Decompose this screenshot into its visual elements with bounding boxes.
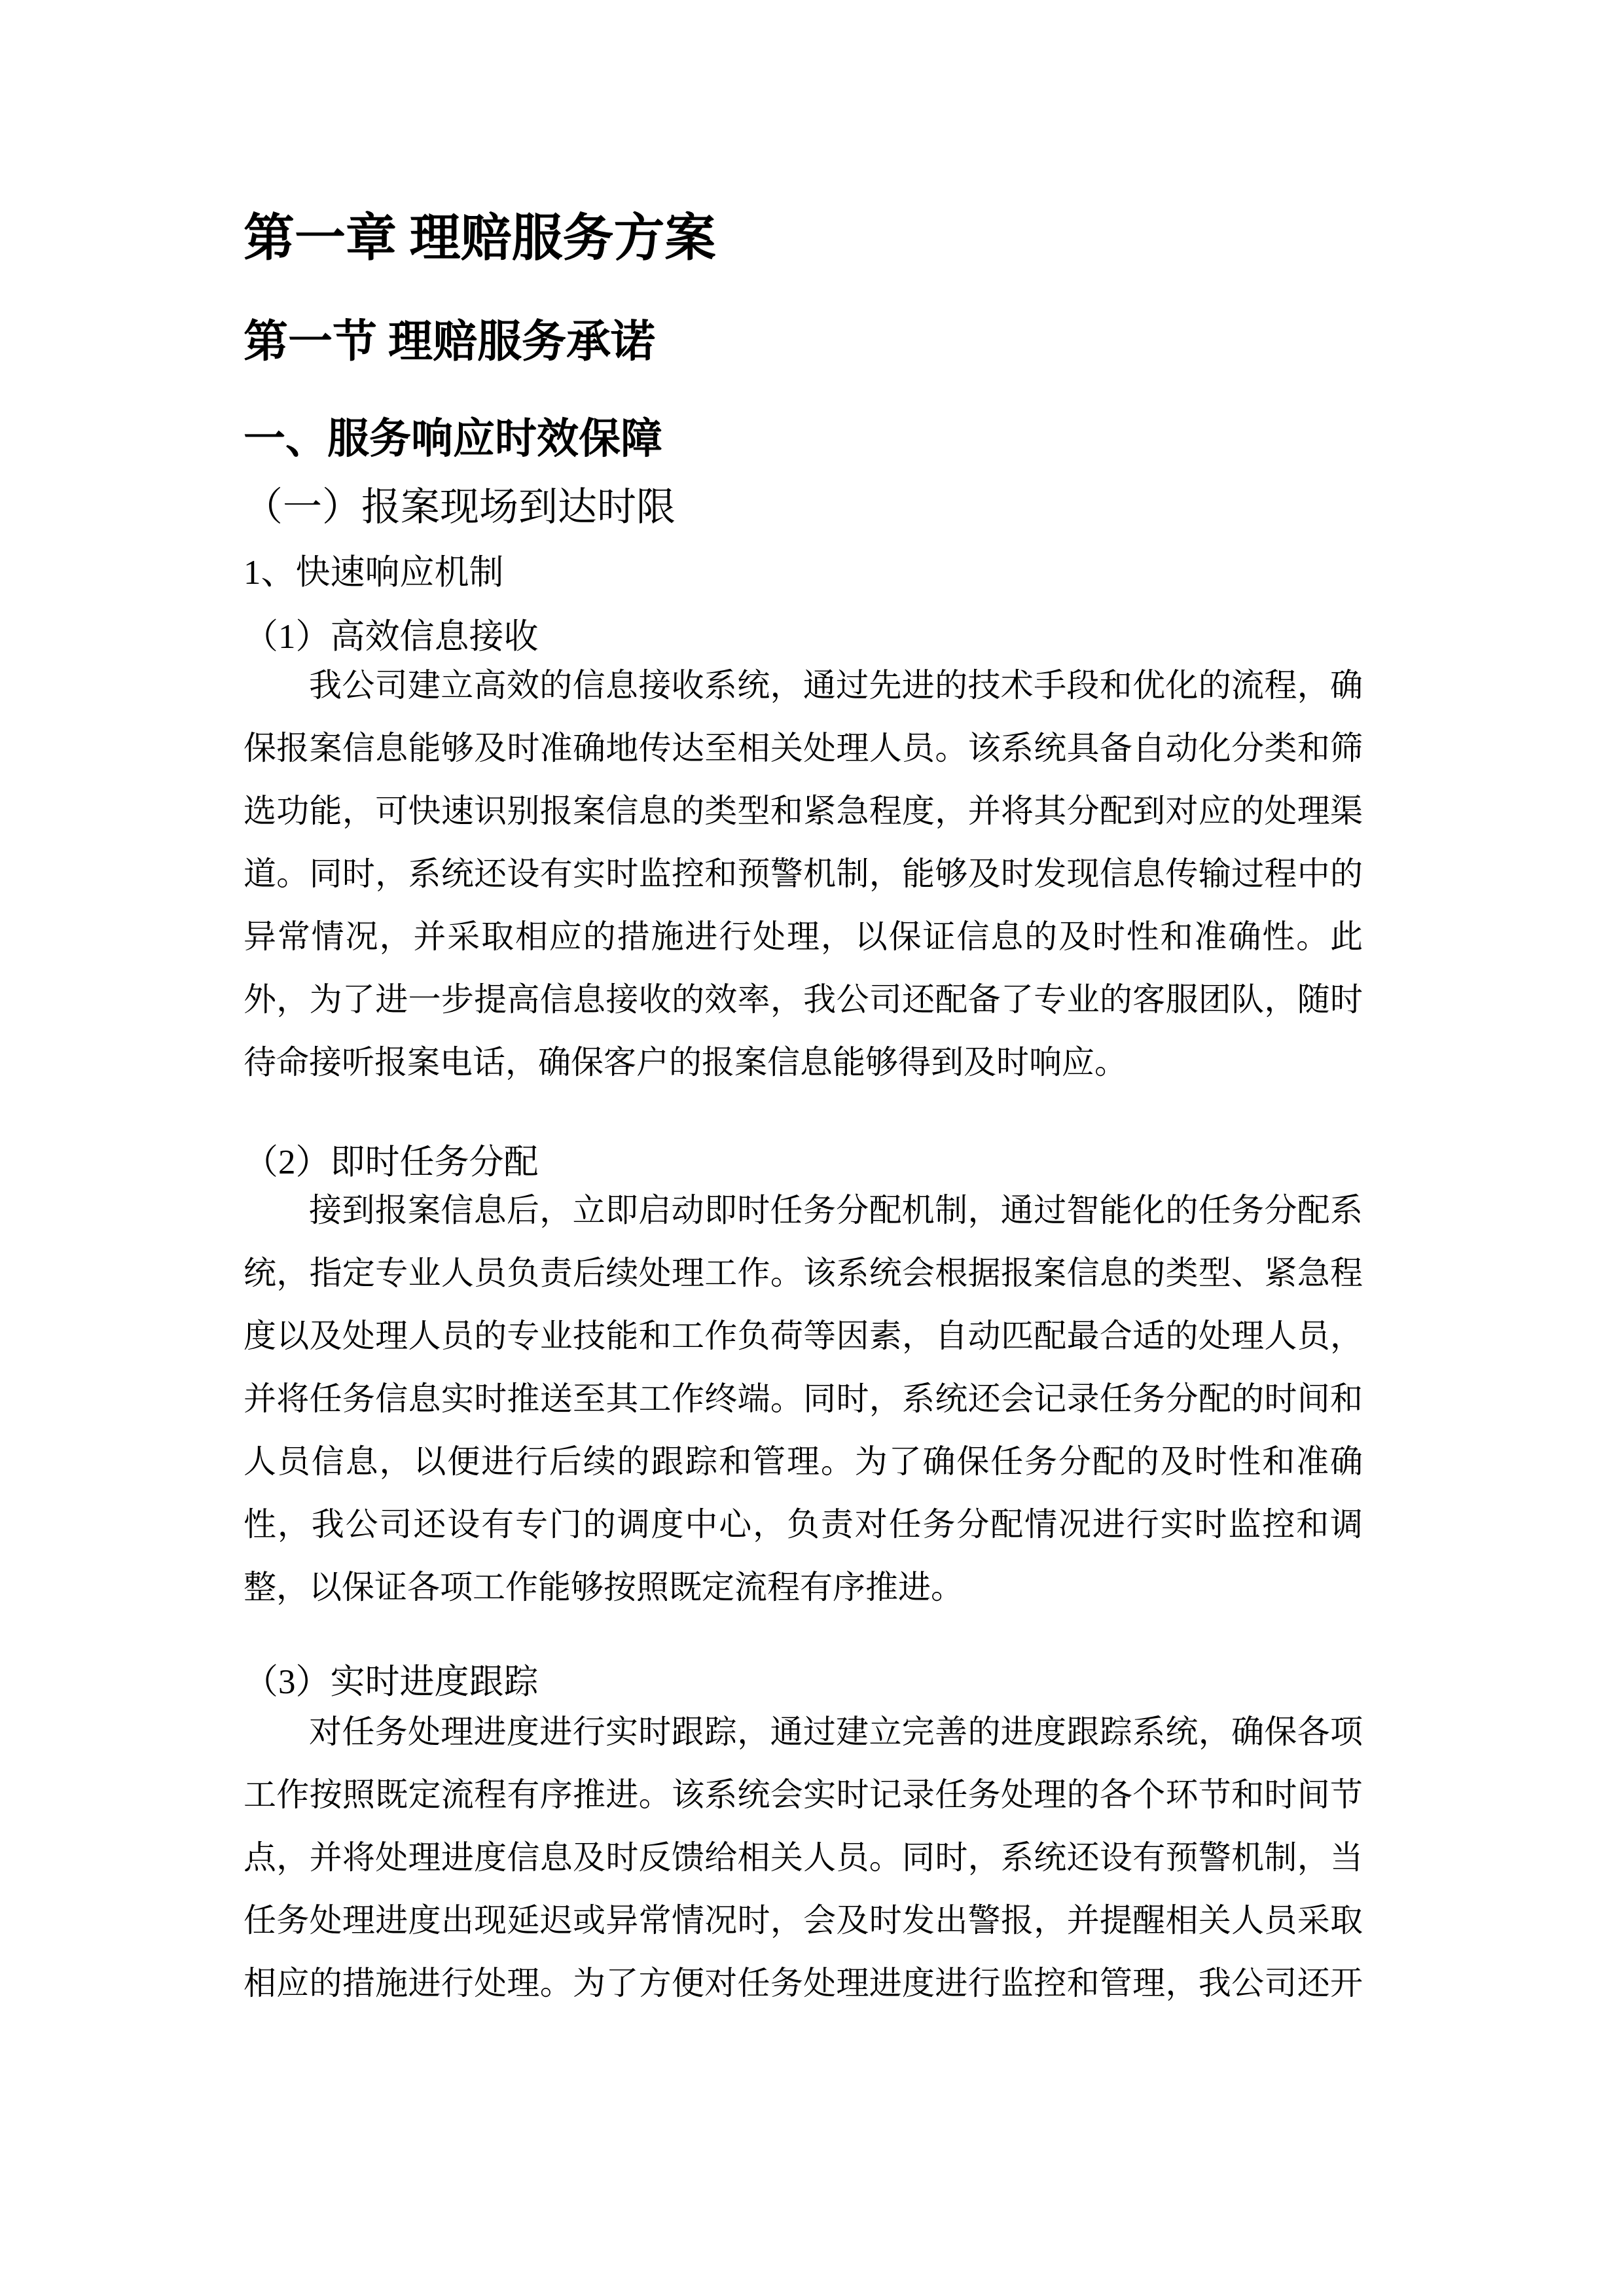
paragraph-line: 待命接听报案电话，确保客户的报案信息能够得到及时响应。 (244, 1044, 1127, 1081)
paragraph-3 (244, 1700, 1363, 2015)
paragraph-line: 保报案信息能够及时准确地传达至相关处理人员。该系统具备自动化分类和筛 (244, 730, 1363, 766)
paragraph-line: 性，我公司还设有专门的调度中心，负责对任务分配情况进行实时监控和调 (244, 1506, 1363, 1543)
paragraph-line: 接到报案信息后，立即启动即时任务分配机制，通过智能化的任务分配系 (309, 1192, 1363, 1229)
paragraph-line: 我公司建立高效的信息接收系统，通过先进的技术手段和优化的流程，确 (309, 667, 1363, 704)
paragraph-line: 工作按照既定流程有序推进。该系统会实时记录任务处理的各个环节和时间节 (244, 1776, 1363, 1813)
paragraph-line: 整，以保证各项工作能够按照既定流程有序推进。 (244, 1569, 964, 1605)
paragraph-line: 人员信息，以便进行后续的跟踪和管理。为了确保任务分配的及时性和准确 (244, 1443, 1363, 1480)
paragraph-line: 统，指定专业人员负责后续处理工作。该系统会根据报案信息的类型、紧急程 (244, 1255, 1363, 1291)
clause-heading: （一）报案现场到达时限 (244, 486, 676, 529)
paragraph-line: 外，为了进一步提高信息接收的效率，我公司还配备了专业的客服团队，随时 (244, 981, 1363, 1018)
subsection-heading-1: （1）高效信息接收 (244, 618, 539, 656)
paragraph-line: 度以及处理人员的专业技能和工作负荷等因素，自动匹配最合适的处理人员， (244, 1318, 1363, 1354)
paragraph-2 (244, 1179, 1363, 1619)
paragraph-line: 任务处理进度出现延迟或异常情况时，会及时发出警报，并提醒相关人员采取 (244, 1902, 1363, 1939)
paragraph-line: 对任务处理进度进行实时跟踪，通过建立完善的进度跟踪系统，确保各项 (309, 1713, 1363, 1750)
chapter-heading: 第一章 理赔服务方案 (244, 209, 716, 266)
subsection-heading-3: （3）实时进度跟踪 (244, 1663, 539, 1701)
subsection-heading-2: （2）即时任务分配 (244, 1143, 539, 1181)
page-content (244, 0, 1363, 2296)
paragraph-line: 并将任务信息实时推送至其工作终端。同时，系统还会记录任务分配的时间和 (244, 1380, 1363, 1417)
paragraph-line: 道。同时，系统还设有实时监控和预警机制，能够及时发现信息传输过程中的 (244, 855, 1363, 892)
paragraph-line: 相应的措施进行处理。为了方便对任务处理进度进行监控和管理，我公司还开 (244, 1965, 1363, 2001)
paragraph-line: 选功能，可快速识别报案信息的类型和紧急程度，并将其分配到对应的处理渠 (244, 793, 1363, 829)
paragraph-line: 点，并将处理进度信息及时反馈给相关人员。同时，系统还设有预警机制，当 (244, 1839, 1363, 1876)
section-heading: 第一节 理赔服务承诺 (244, 317, 656, 367)
paragraph-1 (244, 654, 1363, 1094)
paragraph-line: 异常情况，并采取相应的措施进行处理，以保证信息的及时性和准确性。此 (244, 918, 1363, 955)
block-heading: 一、服务响应时效保障 (244, 416, 662, 462)
numbered-heading: 1、快速响应机制 (244, 554, 504, 592)
